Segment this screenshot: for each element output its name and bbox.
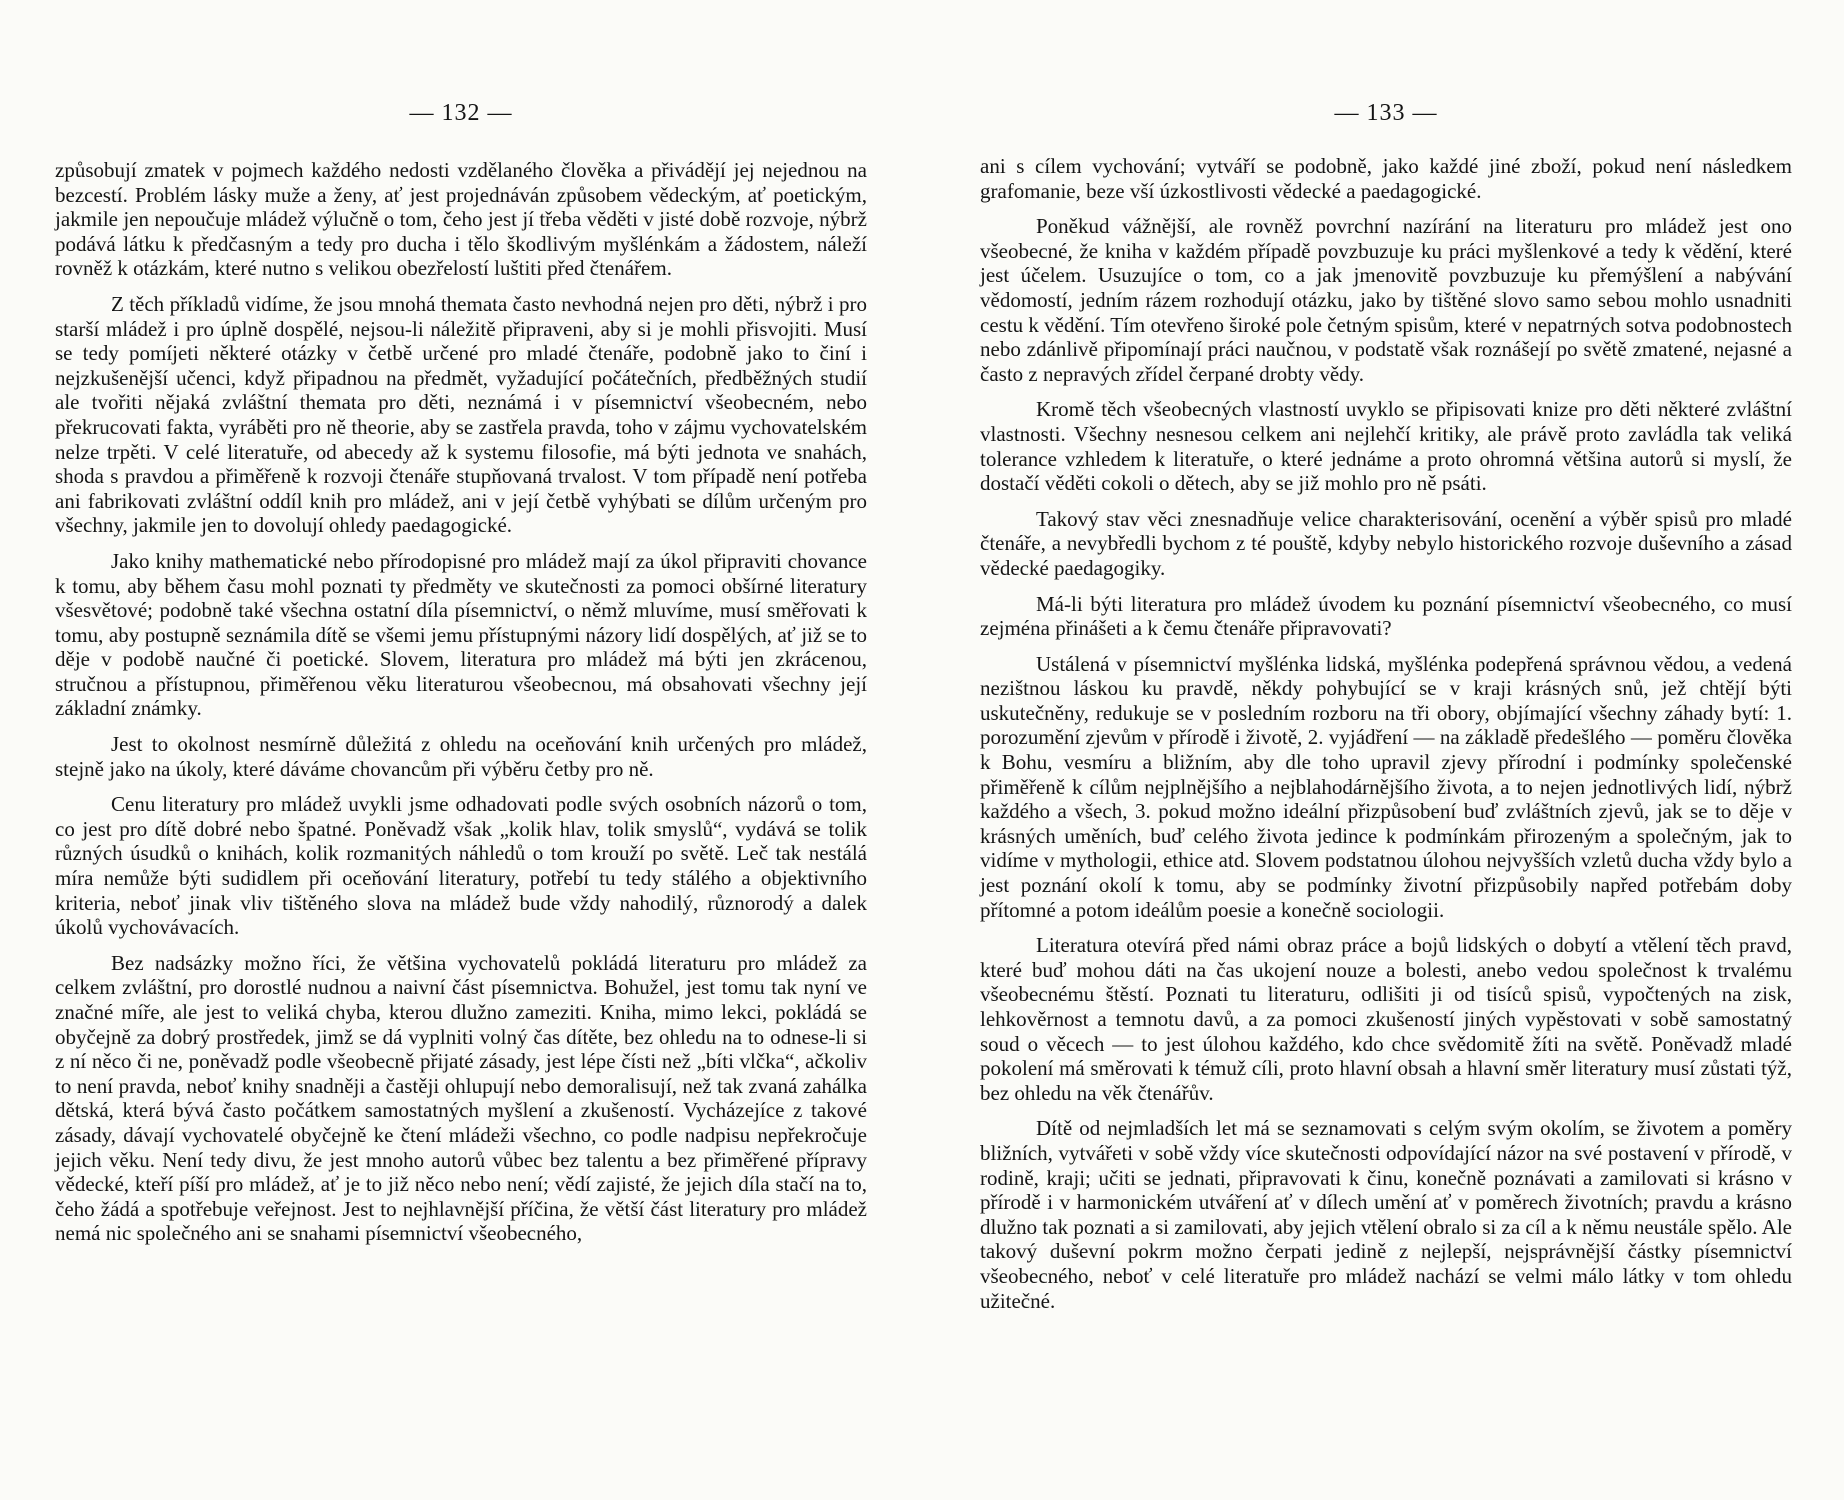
paragraph: Z těch příkladů vidíme, že jsou mnohá themata často nevhodná nejen pro děti, nýbrž i pro starší mládež i pro úplně dospělé, nejsou-li náležitě připraveni, aby si je mohli přisvojiti. Musí se tedy pomíjeti některé otázky v četbě určené pro mladé čtenáře, podobně jako to činí i nejzkušenější učenci, když připadnou na předmět, vyžadující počátečních, předběžných studií ale tvořiti nějaká zvláštní themata pro děti, neznámá i v písemnictví všeobecném, nebo překrucovati fakta, vyráběti pro ně theorie, aby se zastřela pravda, toho v zájmu vychovatelském nelze trpěti. V celé literatuře, od abecedy až k systemu filosofie, má býti jednota ve snahách, shoda s pravdou a přiměřeně k rozvoji čtenáře stupňovaná trvalost. V tom případě není potřeba ani fabrikovati zvláštní oddíl knih pro mládež, ani v její četbě vyhýbati se dílům určeným pro všechny, jakmile jen to dovolují ohledy paedagogické. <box>55 291 867 538</box>
page-number: — 132 — <box>409 100 513 126</box>
page-number: — 133 — <box>1334 100 1438 126</box>
paragraph: Ustálená v písemnictví myšlénka lidská, myšlénka podepřená správnou vědou, a vedená nezištnou láskou ku pravdě, někdy pohybující se v kraji krásných snů, jež chtějí býti uskutečněny, redukuje se v posledním rozboru na tři obory, objímající všechny záhady bytí: 1. porozumění zjevům v přírodě i životě, 2. vyjádření — na základě předešlého — poměru člověka k Bohu, vesmíru a bližním, aby dle toho upravil zjevy přírodní i podmínky společenské přiměřeně k cílům nejplnějšího a nejblahodárnějšího života, a to nejen jednotlivých lidí, nýbrž každého a všech, 3. pokud možno ideální přizpůsobení buď zvláštních zjevů, jak se to děje v krásných uměních, buď celého života jedince k podmínkám přirozeným a společným, jak to vidíme v mythologii, ethice atd. Slovem podstatnou úlohou nejvyšších vzletů ducha vždy bylo a jest poznání okolí k tomu, aby se podmínky životní přizpůsobily napřed potřebám doby přítomné a potom ideálům poesie a konečně sociologii. <box>980 651 1792 922</box>
page-text <box>980 154 1792 1324</box>
paragraph: způsobují zmatek v pojmech každého nedosti vzdělaného člověka a přivádějí jej nejednou na bezcestí. Problém lásky muže a ženy, ať jest projednáván způsobem vědeckým, ať poetickým, jakmile jen nepoučuje mládež výlučně o tom, čeho jest jí třeba věděti v jisté době rozvoje, nýbrž podává látku k předčasným a tedy pro ducha i tělo škodlivým myšlénkám a žádostem, náleží rovněž k otázkám, které nutno s velikou obezřelostí luštiti před čtenářem. <box>55 158 867 281</box>
paragraph: Kromě těch všeobecných vlastností uvyklo se připisovati knize pro děti některé zvláštní vlastnosti. Všechny nesnesou celkem ani nejlehčí kritiky, ale právě proto zavládla tak veliká tolerance vzhledem k literatuře, o které jednáme a proto ohromná většina autorů si myslí, že dostačí věděti cokoli o dětech, aby se již mohlo pro ně psáti. <box>980 397 1792 496</box>
paragraph: Jako knihy mathematické nebo přírodopisné pro mládež mají za úkol připraviti chovance k tomu, aby během času mohl poznati ty předměty ve skutečnosti za pomoci obšírné literatury všesvětové; podobně také všechna ostatní díla písemnictví, o němž mluvíme, musí směřovati k tomu, aby postupně seznámila dítě se všemi jemu přístupnými názory lidí dospělých, ať již se to děje v podobě naučné či poetické. Slovem, literatura pro mládež má býti jen zkrácenou, stručnou a přístupnou, přiměřenou věku literaturou všeobecnou, má obsahovati všechny její základní známky. <box>55 548 867 721</box>
right-page <box>980 0 1792 1500</box>
left-page <box>55 0 867 1500</box>
paragraph: ani s cílem vychování; vytváří se podobně, jako každé jiné zboží, pokud není následkem grafomanie, beze vší úzkostlivosti vědecké a paedagogické. <box>980 154 1792 203</box>
paragraph: Takový stav věci znesnadňuje velice charakterisování, ocenění a výběr spisů pro mladé čtenáře, a nevybředli bychom z té pouště, kdyby nebylo historického rozvoje duševního a zásad vědecké paedagogiky. <box>980 506 1792 580</box>
page-text <box>55 158 867 1257</box>
paragraph: Dítě od nejmladších let má se seznamovati s celým svým okolím, se životem a poměry bližních, vytvářeti v sobě vždy více skutečnosti odpovídající názor na své postavení v přírodě, v rodině, kraji; učiti se jednati, připravovati k činu, konečně poznávati a zamilovati si krásno v přírodě i v harmonickém utváření ať v dílech umění ať v poměrech životních; pravdu a krásno dlužno tak poznati a si zamilovati, aby jejich vtělení obralo si za cíl a k němu neustále spělo. Ale takový duševní pokrm možno čerpati jedině z nejlepší, nejsprávnější částky písemnictví všeobecného, neboť v celé literatuře pro mládež nachází se velmi málo látky v tom ohledu užitečné. <box>980 1116 1792 1313</box>
paragraph: Literatura otevírá před námi obraz práce a bojů lidských o dobytí a vtělení těch pravd, které buď mohou dáti na čas ukojení nouze a bolesti, anebo vedou společnost k trvalému všeobecnému štěstí. Poznati tu literaturu, odlišiti ji od tisíců spisů, vypočtených na zisk, lehkověrnost a temnotu davů, a za pomoci zkušeností jiných vypěstovati v sobě samostatný soud o věcech — to jest úlohou každého, kdo chce svědomitě žíti na světě. Poněvadž mladé pokolení má směrovati k témuž cíli, proto hlavní obsah a hlavní směr literatury musí zůstati týž, bez ohledu na věk čtenářův. <box>980 933 1792 1105</box>
paragraph: Cenu literatury pro mládež uvykli jsme odhadovati podle svých osobních názorů o tom, co jest pro dítě dobré nebo špatné. Poněvadž však „kolik hlav, tolik smyslů“, vydává se tolik různých úsudků o knihách, kolik rozmanitých náhledů o tom krouží po světě. Leč tak nestálá míra nemůže býti sudidlem při oceňování literatury, potřebí tu tedy stálého a objektivního kriteria, neboť jinak vliv tištěného slova na mládež bude vždy nahodilý, různorodý a dalek úkolů vychovávacích. <box>55 792 867 940</box>
paragraph: Bez nadsázky možno říci, že většina vychovatelů pokládá literaturu pro mládež za celkem zvláštní, pro dorostlé nudnou a naivní část písemnictva. Bohužel, jest tomu tak nyní ve značné míře, ale jest to veliká chyba, kterou dlužno zameziti. Kniha, mimo lekci, pokládá se obyčejně za dobrý prostředek, jimž se dá vyplniti volný čas dítěte, bez ohledu na to odnese-li si z ní něco či ne, poněvadž podle všeobecně přijaté zásady, jest lépe čísti než „bíti vlčka“, ačkoliv to není pravda, neboť knihy snadněji a častěji ohlupují nebo demoralisují, než tak zvaná zahálka dětská, která bývá často počátkem samostatných myšlení a zkušeností. Vycházejíce z takové zásady, dávají vychovatelé obyčejně ke čtení mládeži všechno, co podle nadpisu nepřekročuje jejich věku. Není tedy divu, že jest mnoho autorů vůbec bez talentu a bez přiměřené přípravy vědecké, kteří píší pro mládež, ať je to již něco nebo není; vědí zajisté, že jejich díla stačí na to, čeho žádá a spotřebuje veřejnost. Jest to nejhlavnější příčina, že větší část literatury pro mládež nemá nic společného ani se snahami písemnictví všeobecného, <box>55 950 867 1246</box>
paragraph: Má-li býti literatura pro mládež úvodem ku poznání písemnictví všeobecného, co musí zejména přinášeti a k čemu čtenáře připravovati? <box>980 591 1792 641</box>
paragraph: Jest to okolnost nesmírně důležitá z ohledu na oceňování knih určených pro mládež, stejně jako na úkoly, které dáváme chovancům při výběru četby pro ně. <box>55 732 867 781</box>
paragraph: Poněkud vážnější, ale rovněž povrchní nazírání na literaturu pro mládež jest ono všeobecné, že kniha v každém případě povzbuzuje ku práci myšlenkové a tedy k vědění, které jest účelem. Usuzujíce o tom, co a jak jmenovitě povzbuzuje ku přemýšlení a nabývání vědomostí, jedním rázem rozhodují otázku, jako by tištěné slovo samo sebou mohlo usnadniti cestu k vědění. Tím otevřeno široké pole četným spisům, které v nepatrných sotva podobnostech nebo zdánlivě připomínají práci naučnou, v podstatě však roznášejí po světě zmatené, nejasné a často z nepravých zřídel čerpané drobty vědy. <box>980 214 1792 386</box>
